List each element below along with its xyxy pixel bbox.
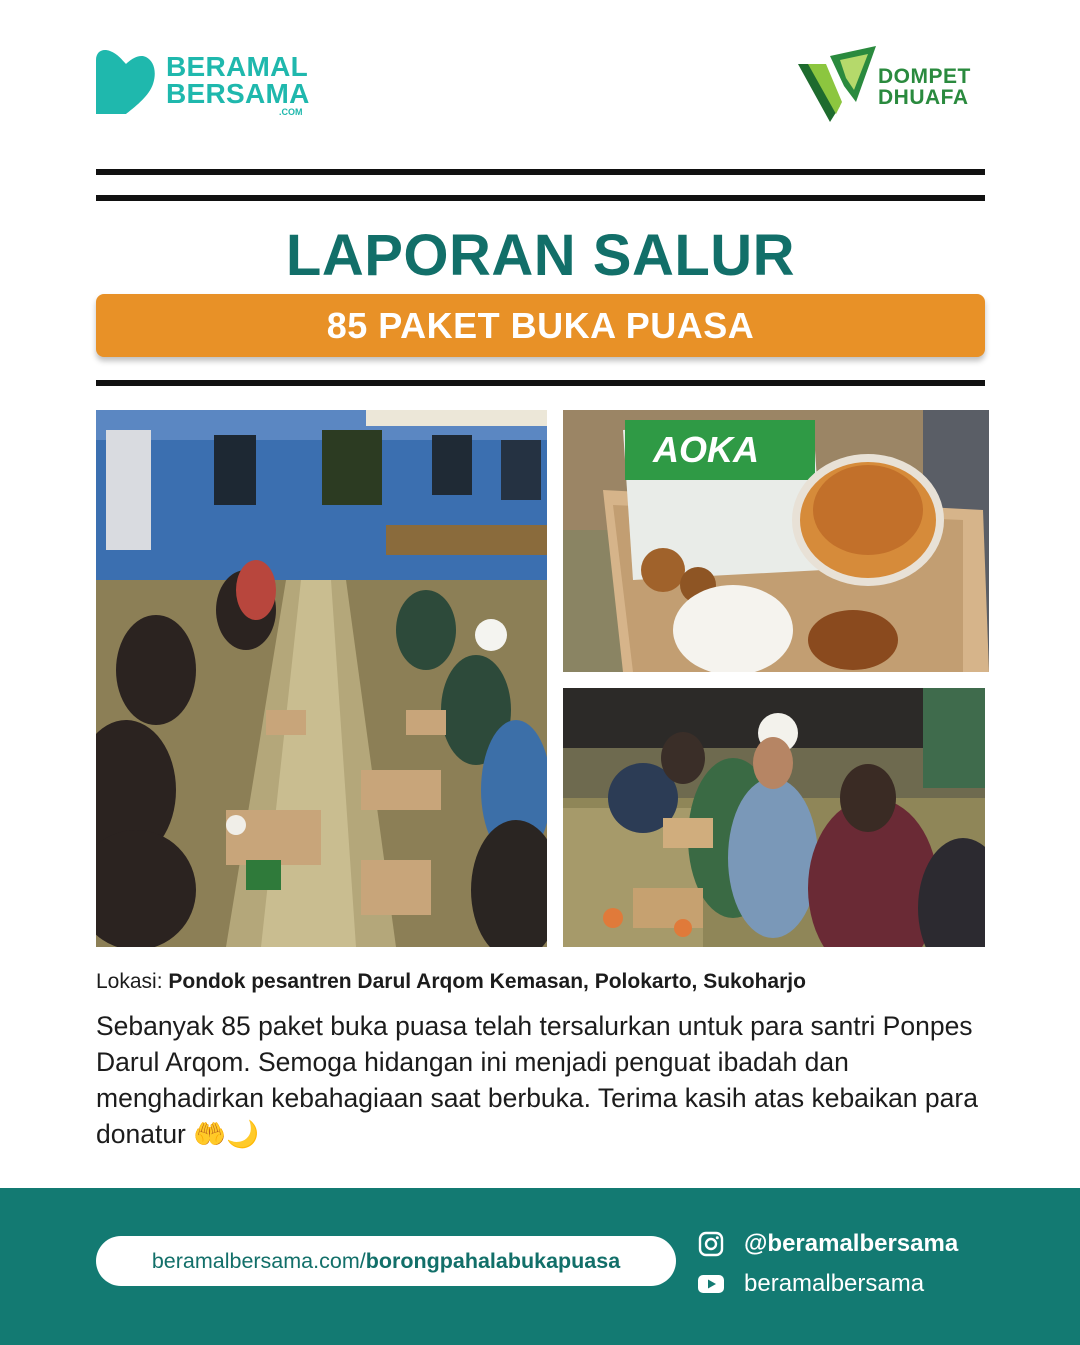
location-value: Pondok pesantren Darul Arqom Kemasan, Polokarto, Sukoharjo [168,970,806,993]
divider-top-1 [96,169,985,175]
photo-santri-praying-before-iftar [563,688,985,947]
divider-top-2 [96,195,985,201]
brand-name-line1: BERAMAL [166,51,309,82]
report-description: Sebanyak 85 paket buka puasa telah tersalurkan untuk para santri Ponpes Darul Arqom. Semoga hidangan ini menjadi penguat ibadah dan menghadirkan kebahagiaan saat berbuka. Terima kasih atas kebaikan para donatur 🤲🌙 [96,1011,978,1149]
location-line [96,970,806,994]
campaign-link-path: borongpahalabukapuasa [365,1248,621,1273]
brand-name-line2: BERSAMA [166,78,310,109]
youtube-icon [698,1271,724,1297]
subtitle-text: 85 PAKET BUKA PUASA [326,304,755,346]
dompet-dhuafa-mark-icon [796,46,878,122]
divider-bottom [96,380,985,386]
photo-food-box-closeup [563,410,989,672]
brand-name [166,53,310,107]
beramal-bersama-logo [96,50,316,118]
instagram-icon [698,1231,724,1257]
partner-name-line2: DHUAFA [878,86,969,109]
youtube-handle-text: beramalbersama [744,1270,925,1297]
youtube-handle[interactable] [698,1270,924,1298]
instagram-handle[interactable] [698,1230,958,1258]
dompet-dhuafa-logo [796,46,996,122]
instagram-handle-text: @beramalbersama [744,1230,959,1257]
location-label: Lokasi: [96,970,163,993]
campaign-link-domain: beramalbersama.com/ [151,1248,366,1273]
brand-domain-suffix: .COM [279,107,303,117]
campaign-link[interactable] [96,1236,676,1286]
partner-name [878,66,971,108]
heart-logo-icon [96,50,156,114]
svg-text:AOKA: AOKA [653,429,759,470]
photo-santri-eating-hall [96,410,547,947]
page-title: LAPORAN SALUR [285,223,796,288]
partner-name-line1: DOMPET [878,65,971,88]
subtitle-banner [96,294,985,357]
